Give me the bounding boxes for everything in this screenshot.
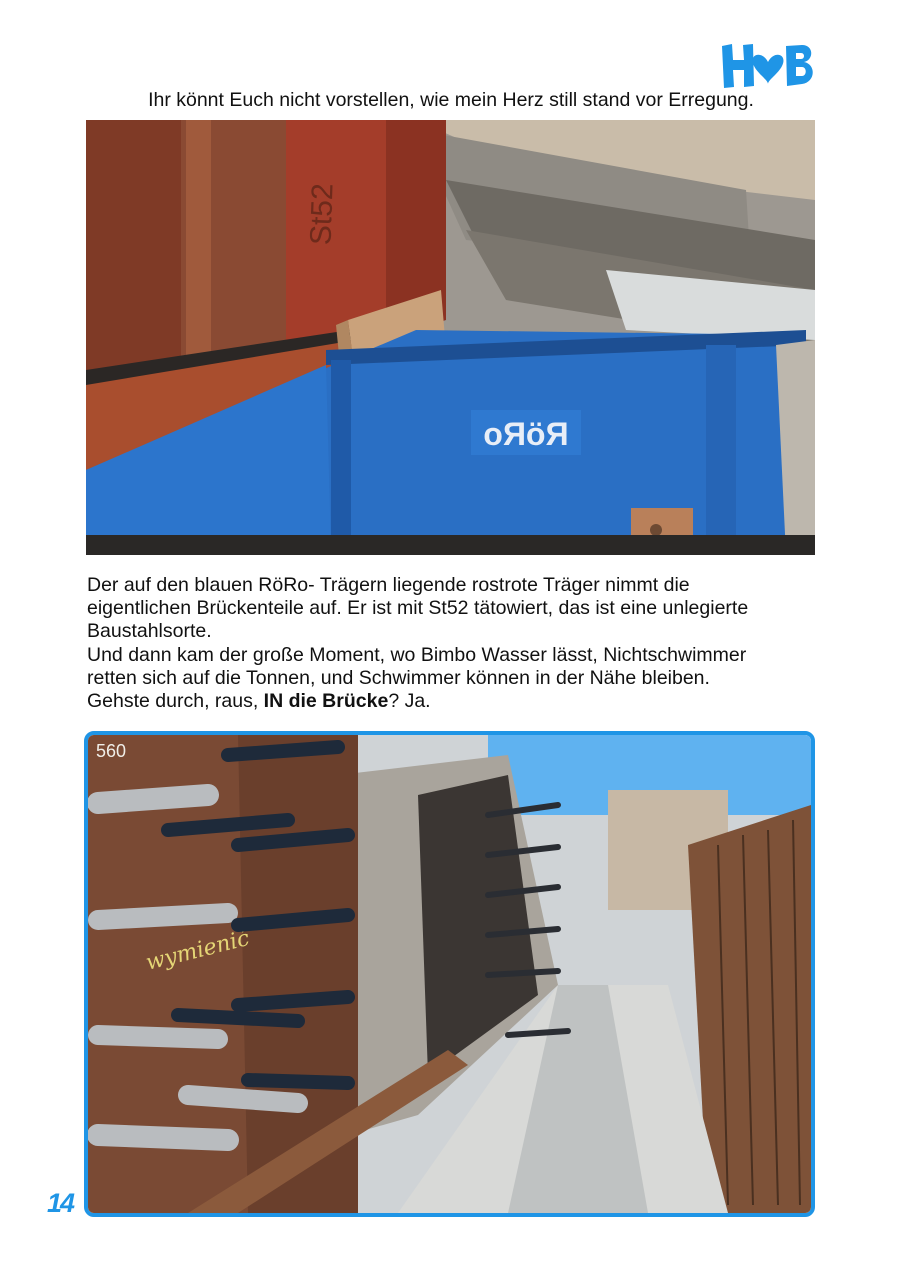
body-line-last: Gehste durch, raus, IN die Brücke? Ja. bbox=[87, 690, 431, 713]
roro-stencil: RöRo bbox=[483, 416, 569, 452]
photo-steel-beams bbox=[86, 120, 815, 555]
st52-stencil: St52 bbox=[304, 182, 340, 246]
top-caption: Ihr könnt Euch nicht vorstellen, wie mein Herz still stand vor Erregung. bbox=[148, 89, 754, 111]
body-line: Baustahlsorte. bbox=[87, 620, 212, 643]
body-line: retten sich auf die Tonnen, und Schwimmer können in der Nähe bleiben. bbox=[87, 666, 710, 689]
bold-emphasis: IN die Brücke bbox=[263, 690, 389, 713]
body-line: Der auf den blauen RöRo- Trägern liegende rostrote Träger nimmt die bbox=[87, 574, 690, 596]
body-line: eigentlichen Brückenteile auf. Er ist mit St52 tätowiert, das ist eine unlegierte bbox=[87, 597, 749, 620]
page-number: 14 bbox=[47, 1188, 74, 1218]
hvb-logo bbox=[718, 40, 818, 92]
body-text bbox=[87, 574, 827, 713]
handwritten-note: wymienić bbox=[143, 925, 253, 976]
photo-rebar-construction bbox=[84, 731, 815, 1217]
body-line: Und dann kam der große Moment, wo Bimbo Wasser lässt, Nichtschwimmer bbox=[87, 643, 747, 666]
plate-marking: 560 bbox=[96, 741, 127, 761]
